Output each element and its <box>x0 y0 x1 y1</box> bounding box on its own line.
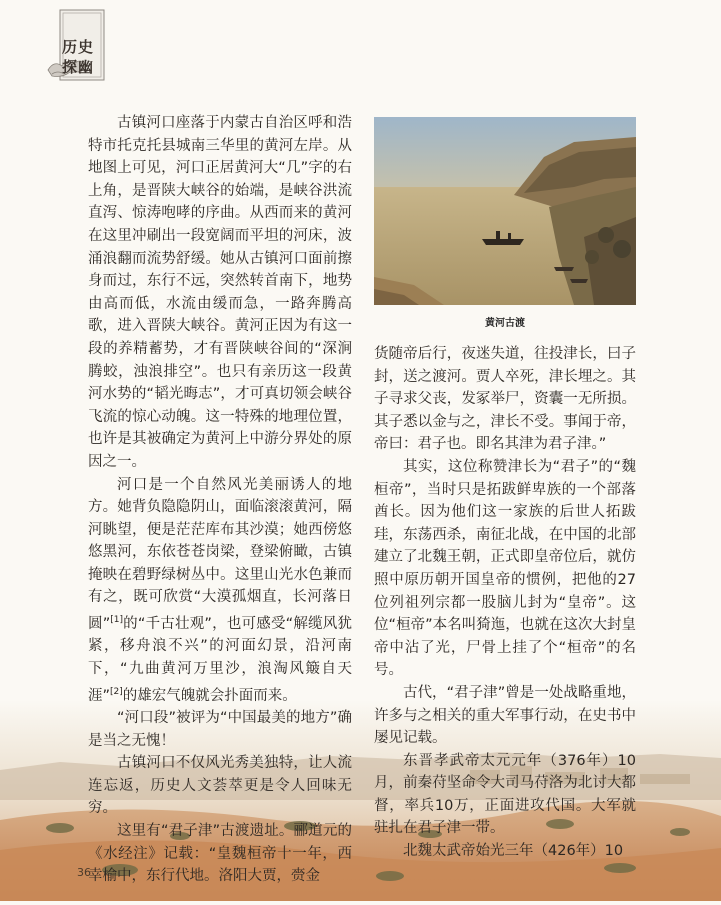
section-badge <box>46 8 106 90</box>
scenery-text-c: 的雄宏气魄就会扑面而来。 <box>122 687 297 704</box>
paragraph-376: 东晋孝武帝太元元年（376年）10月，前秦苻坚命令大司马苻洛为北讨大都督，率兵10万，正面进攻代国。大军就驻扎在君子津一带。 <box>374 752 636 837</box>
footnote-ref-1: [1] <box>110 615 123 626</box>
page-number: 36 <box>77 866 91 879</box>
paragraph-quote-continued: 货随帝后行，夜迷失道，往投津长，曰子封，送之渡河。贾人卒死，津长埋之。其子寻求父丧，发冢举尸，资囊一无所损。其子悉以金与之，津长不受。事闻于帝，帝曰：君子也。即名其津为君子津。” <box>374 346 636 453</box>
paragraph-strategic: 古代，“君子津”曾是一处战略重地，许多与之相关的重大军事行动，在史书中屡见记载。 <box>374 684 636 747</box>
paragraph-426: 北魏太武帝始光三年（426年）10 <box>403 843 624 860</box>
paragraph-most-beautiful: “河口段”被评为“中国最美的地方”确是当之无愧！ <box>88 710 352 749</box>
section-title-line1: 历史 <box>62 38 95 56</box>
left-column <box>88 112 352 888</box>
paragraph-intro: 古镇河口座落于内蒙古自治区呼和浩特市托克托县城南三华里的黄河左岸。从地图上可见，河口正居黄河大“几”字的右上角，是晋陕大峡谷的始端，是峡谷洪流直泻、惊涛咆哮的序曲。从西而来的黄河在这里冲刷出一段宽阔而平坦的河床，波涌浪翻而流势舒缓。她从古镇河口面前擦身而过，东行不远，突然转首南下，地势由高而低，水流由缓而急，一路奔腾高歌，进入晋陕大峡谷。黄河正因为有这一段的养精蓄势，才有晋陕峡谷间的“深涧腾蛟，浊浪排空”。也只有亲历这一段黄河水势的“韬光晦志”，才可真切领会峡谷飞流的惊心动魄。这一特殊的地理位置，也许是其被确定为黄河上中游分界处的原因之一。 <box>88 115 352 470</box>
paragraph-emperor-huan: 其实，这位称赞津长为“君子”的“魏桓帝”，当时只是拓跋鲜卑族的一个部落酋长。因为他们这一家族的后世人拓跋珪，东荡西杀，南征北战，在中国的北部建立了北魏王朝，正式即皇帝位后，就仿照中原历朝开国皇帝的惯例，把他的27位列祖列宗都一股脑儿封为“皇帝”。这位“桓帝”本名叫猗迤，也就在这次大封皇帝中沾了光，尸骨上挂了个“桓帝”的名号。 <box>374 458 636 679</box>
yellow-river-ferry-photo <box>374 117 636 305</box>
scenery-text-a: 河口是一个自然风光美丽诱人的地方。她背负隐隐阴山，面临滚滚黄河，隔河眺望，便是茫茫库布其沙漠；她西傍悠悠黑河，东依苍苍岗梁，登梁俯瞰，古镇掩映在碧野绿树丛中。这里山光水色兼而有之，既可欣赏“大漠孤烟直，长河落日圆” <box>88 476 352 632</box>
section-title-line2: 探幽 <box>62 58 95 76</box>
scenery-text-b: 的“千古壮观”，也可感受“解缆风犹紧，移舟浪不兴”的河面幻景，沿河南下，“九曲黄河万里沙，浪淘风簸自天涯” <box>88 615 352 704</box>
photo-caption: 黄河古渡 <box>485 318 525 329</box>
paragraph-scenery <box>88 474 352 708</box>
footnote-ref-2: [2] <box>110 686 123 697</box>
paragraph-history: 古镇河口不仅风光秀美独特，让人流连忘返，历史人文荟萃更是令人回味无穷。 <box>88 755 352 817</box>
right-column <box>374 343 636 863</box>
paragraph-junzijin: 这里有“君子津”古渡遗址。郦道元的《水经注》记载：“皇魏桓帝十一年，西幸榆中，东行代地。洛阳大贾，赍金 <box>88 823 352 885</box>
